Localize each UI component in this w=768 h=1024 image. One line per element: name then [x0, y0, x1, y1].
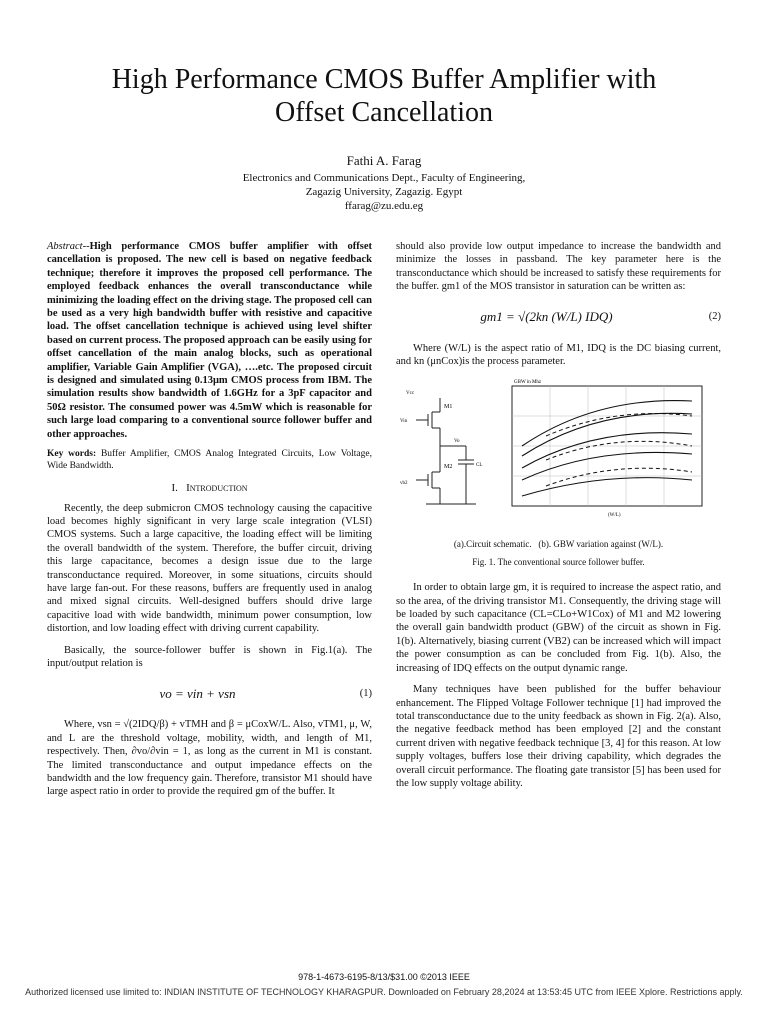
figure-1 [396, 376, 721, 536]
section-heading-introduction [47, 482, 372, 495]
title-line-2: Offset Cancellation [275, 97, 493, 128]
keywords-text: Buffer Amplifier, CMOS Analog Integrated Circuits, Low Voltage, Wide Bandwidth. [47, 449, 372, 471]
label-vb2: vb2 [400, 481, 408, 487]
plot-title: GBW in Mhz [514, 380, 542, 386]
label-vdd: Vcc [406, 391, 415, 397]
footer-copyright: 978-1-4673-6195-8/13/$31.00 ©2013 IEEE [298, 972, 470, 982]
footer-license: Authorized licensed use limited to: INDIAN INSTITUTE OF TECHNOLOGY KHARAGPUR. Downloaded on February 28,2024 at 13:53:45 UTC from IEEE Xplore. Restrictions apply. [25, 987, 743, 997]
equation-1-math: vo = vin + vsn [159, 685, 236, 701]
equation-1 [47, 678, 372, 708]
gbw-plot [512, 386, 702, 506]
abstract-text: High performance CMOS buffer amplifier with offset cancellation is proposed. The new cell is based on negative feedback technique; therefore it improves the proposed cell performance. The employed feedback enhances the overall transconductance while minimizing the loading effect on the driving stage. The proposed cell can be used as a very high bandwidth buffer with resistive and capacitive load. The offset cancellation technique is achieved using level shifter based on current process. The proposed approach can be easily using for offset cancellation of the main analog blocks, such as operational amplifier, Variable Gain Amplifier (VGA), ….etc. The proposed circuit is designed and simulated using 0.13μm CMOS process from IBM. The simulation results show bandwidth of 1.6GHz for a 3pF capacitor and 50Ω resistor. The consumed power was 4.5mW which is reasonable for such large load comparing to a conventional source follower buffer and other approaches. [47, 241, 372, 440]
figure-1-graphics [396, 376, 721, 536]
plot-x-axis-label: (W/L) [608, 513, 621, 519]
section-title: Introduction [186, 482, 248, 495]
affiliation [40, 171, 728, 213]
equation-2-number: (2) [708, 310, 721, 322]
figure-1-caption: Fig. 1. The conventional source follower buffer. [472, 556, 645, 567]
label-vo: Vo [454, 439, 460, 445]
intro-paragraph-1: Recently, the deep submicron CMOS technology causing the capacitive load becomes highly significant in very large scale integration (VLSI) CMOS systems. Such a large capacitive, the loading effect will be limiting the overall bandwidth of the system. Therefore, the buffer circuit, driving this large capacitance, becomes a design issue due to the large transconductance required. Moreover, in some situations, circuits should have large fan-out. For these reasons, buffers are frequently used in analog and mixed signal circuits. Well-designed buffers should drive large capacitive load with wide bandwidth, minimum power consumption, low distortion, and low loading effect with driving current capability. [47, 502, 372, 635]
keywords [47, 449, 372, 472]
right-paragraph-3: In order to obtain large gm, it is required to increase the aspect ratio, and so the area, of the driving transistor M1. Consequently, the driving stage will be loaded by such capacitance (CL=CLo+W1Cox) of M1 and M2 lowering the overall gain bandwidth product (GBW) of the circuit as shown in Fig. 1(b). Alternatively, biasing current (VB2) can be increased which will impact the power consumption as can be concluded from Fig. 1(b). Also, the increasing of IDQ effects on the output dynamic range. [396, 582, 721, 674]
label-cl: CL [476, 463, 483, 469]
figure-1b-caption: (b). GBW variation against (W/L). [538, 539, 664, 550]
paper-title [40, 63, 728, 129]
right-paragraph-4: Many techniques have been published for the buffer behaviour enhancement. The Flipped Voltage Follower technique [1] had improved the total transconductance due to the unity feedback as shown in Fig. 2(a). Also, the negative feedback method has been employed [2] and the constant current driven with negative feedback technique [3, 4] for this reason. At low supply voltages, buffers lose their driving capability, which degrades the overall circuit performance. The floating gate transistor [5] has been used for the low supply voltage ability. [396, 684, 721, 789]
section-number: I. [171, 482, 178, 495]
right-paragraph-1: should also provide low output impedance to increase the bandwidth and minimize the losses in passband. The key parameter here is the transconductance which should be increased to satisfy these requirements for the buffer. gm1 of the MOS transistor in saturation can be written as: [396, 241, 721, 293]
right-column [396, 240, 721, 798]
abstract [47, 240, 372, 441]
label-m2: M2 [444, 464, 453, 471]
keywords-label: Key words: [47, 449, 97, 460]
equation-1-number: (1) [359, 687, 372, 699]
equation-2 [396, 302, 721, 332]
figure-1-subcaptions [396, 538, 721, 551]
abstract-label: Abstract-- [47, 241, 90, 252]
left-column [47, 240, 372, 807]
equation-2-math: gm1 = √(2kn (W/L) IDQ) [480, 308, 613, 324]
title-line-1: High Performance CMOS Buffer Amplifier with [111, 64, 657, 95]
right-paragraph-2: Where (W/L) is the aspect ratio of M1, IDQ is the DC biasing current, and kn (μnCox)is the process parameter. [396, 342, 721, 368]
author-email[interactable]: ffarag@zu.edu.eg [344, 200, 424, 212]
affiliation-line-2: Zagazig University, Zagazig. Egypt [305, 186, 463, 198]
affiliation-line-1: Electronics and Communications Dept., Faculty of Engineering, [242, 172, 526, 184]
intro-paragraph-2: Basically, the source-follower buffer is shown in Fig.1(a). The input/output relation is [47, 644, 372, 669]
intro-paragraph-3: Where, vsn = √(2IDQ/β) + vTMH and β = μCoxW/L. Also, vTM1, μ, W, and L are the threshold voltage, mobility, width, and length of M1, respectively. Then, ∂vo/∂vin = 1, as long as the current in M1 is constant. The limited transconductance and output impedance effects on the bandwidth and the low frequency gain. Therefore, transistor M1 should have large aspect ratio in order to provide the required gm of the buffer. It [47, 719, 372, 798]
figure-1a-caption: (a).Circuit schematic. [453, 539, 532, 550]
label-m1: M1 [444, 404, 453, 411]
circuit-schematic [416, 398, 476, 504]
label-vin: Vin [400, 419, 408, 425]
author-name: Fathi A. Farag [346, 153, 422, 168]
